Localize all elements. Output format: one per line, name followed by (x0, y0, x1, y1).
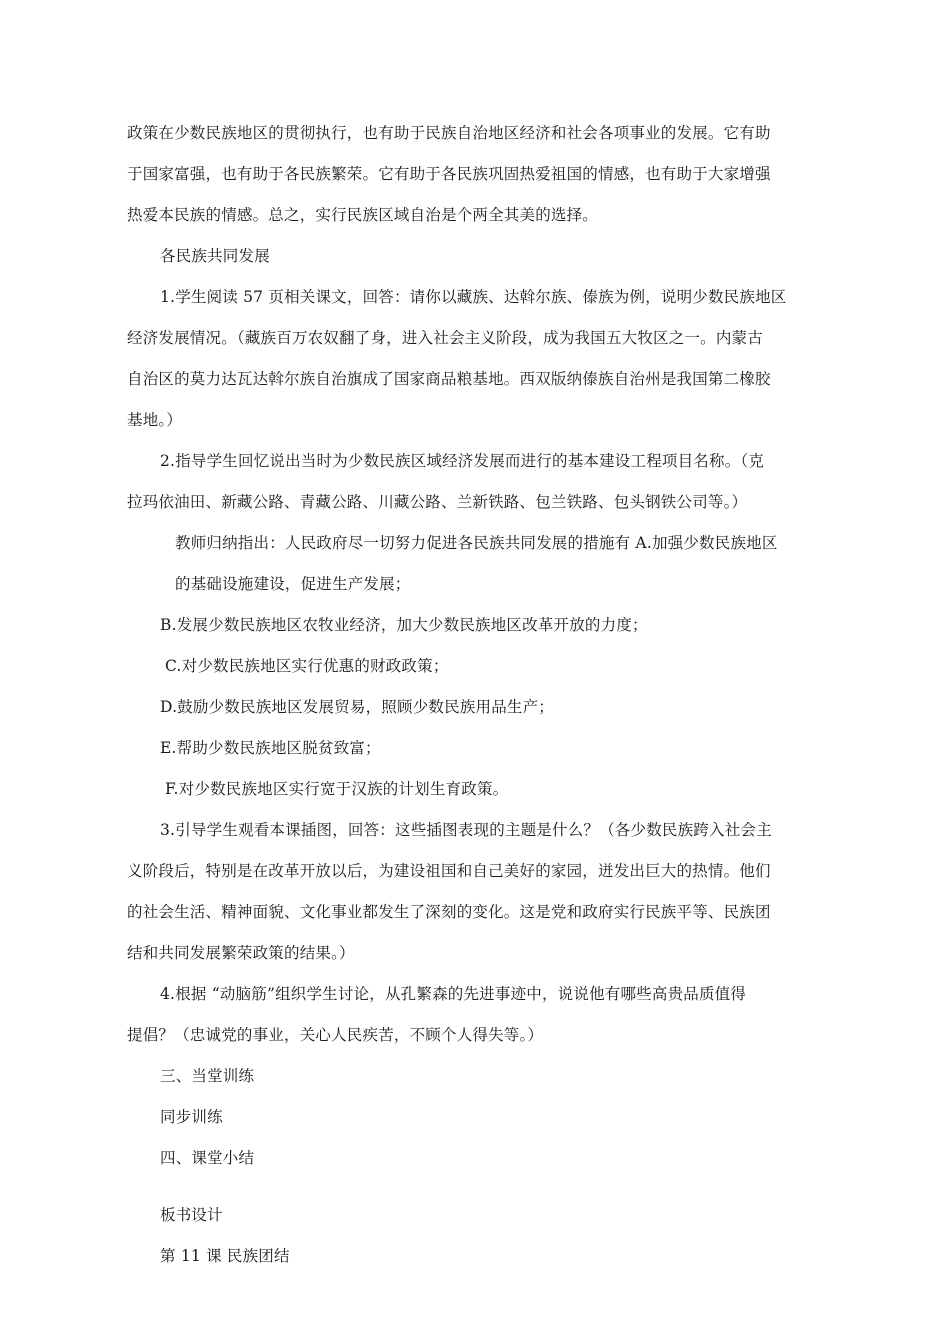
paragraph-line: 义阶段后，特别是在改革开放以后，为建设祖国和自己美好的家园，迸发出巨大的热情。他们 (127, 862, 771, 880)
paragraph-line: 提倡？（忠诚党的事业，关心人民疾苦，不顾个人得失等。） (127, 1026, 544, 1044)
list-item: C.对少数民族地区实行优惠的财政政策； (165, 657, 449, 675)
paragraph-line: 自治区的莫力达瓦达斡尔族自治旗成了国家商品粮基地。西双版纳傣族自治州是我国第二橡胶 (127, 370, 771, 388)
paragraph-line: 经济发展情况。（藏族百万农奴翻了身，进入社会主义阶段，成为我国五大牧区之一。内蒙古 (127, 329, 763, 347)
list-item: B.发展少数民族地区农牧业经济，加大少数民族地区改革开放的力度； (160, 616, 648, 634)
paragraph-line: 拉玛依油田、新藏公路、青藏公路、川藏公路、兰新铁路、包兰铁路、包头钢铁公司等。） (127, 493, 748, 511)
section-heading: 四、课堂小结 (160, 1149, 255, 1167)
paragraph-line: 的社会生活、精神面貌、文化事业都发生了深刻的变化。这是党和政府实行民族平等、民族团 (127, 903, 771, 921)
paragraph-line: 结和共同发展繁荣政策的结果。） (127, 944, 355, 962)
paragraph-line: 2.指导学生回忆说出当时为少数民族区域经济发展而进行的基本建设工程项目名称。（克 (160, 452, 765, 470)
paragraph-line: 于国家富强，也有助于各民族繁荣。它有助于各民族巩固热爱祖国的情感，也有助于大家增强 (127, 165, 771, 183)
paragraph-line: 热爱本民族的情感。总之，实行民族区域自治是个两全其美的选择。 (127, 206, 599, 224)
paragraph-line: 的基础设施建设，促进生产发展； (175, 575, 411, 593)
list-item: D.鼓励少数民族地区发展贸易，照顾少数民族用品生产； (160, 698, 555, 716)
section-heading: 板书设计 (160, 1206, 223, 1224)
paragraph-line: 4.根据 “动脑筋”组织学生讨论，从孔繁森的先进事迹中，说说他有哪些高贵品质值得 (160, 985, 747, 1003)
paragraph-line: 3.引导学生观看本课插图，回答：这些插图表现的主题是什么？（各少数民族跨入社会主 (160, 821, 772, 839)
section-heading: 第 11 课 民族团结 (160, 1247, 290, 1265)
paragraph-line: 教师归纳指出：人民政府尽一切努力促进各民族共同发展的措施有 A.加强少数民族地区 (175, 534, 778, 552)
paragraph-line: 1.学生阅读 57 页相关课文，回答：请你以藏族、达斡尔族、傣族为例，说明少数民族地区 (160, 288, 787, 306)
list-item: E.帮助少数民族地区脱贫致富； (160, 739, 381, 757)
section-heading: 同步训练 (160, 1108, 223, 1126)
list-item: F.对少数民族地区实行宽于汉族的计划生育政策。 (165, 780, 509, 798)
paragraph-line: 基地。） (127, 411, 183, 429)
paragraph-line: 政策在少数民族地区的贯彻执行，也有助于民族自治地区经济和社会各项事业的发展。它有助 (127, 124, 771, 142)
section-heading: 各民族共同发展 (160, 247, 270, 265)
section-heading: 三、当堂训练 (160, 1067, 255, 1085)
